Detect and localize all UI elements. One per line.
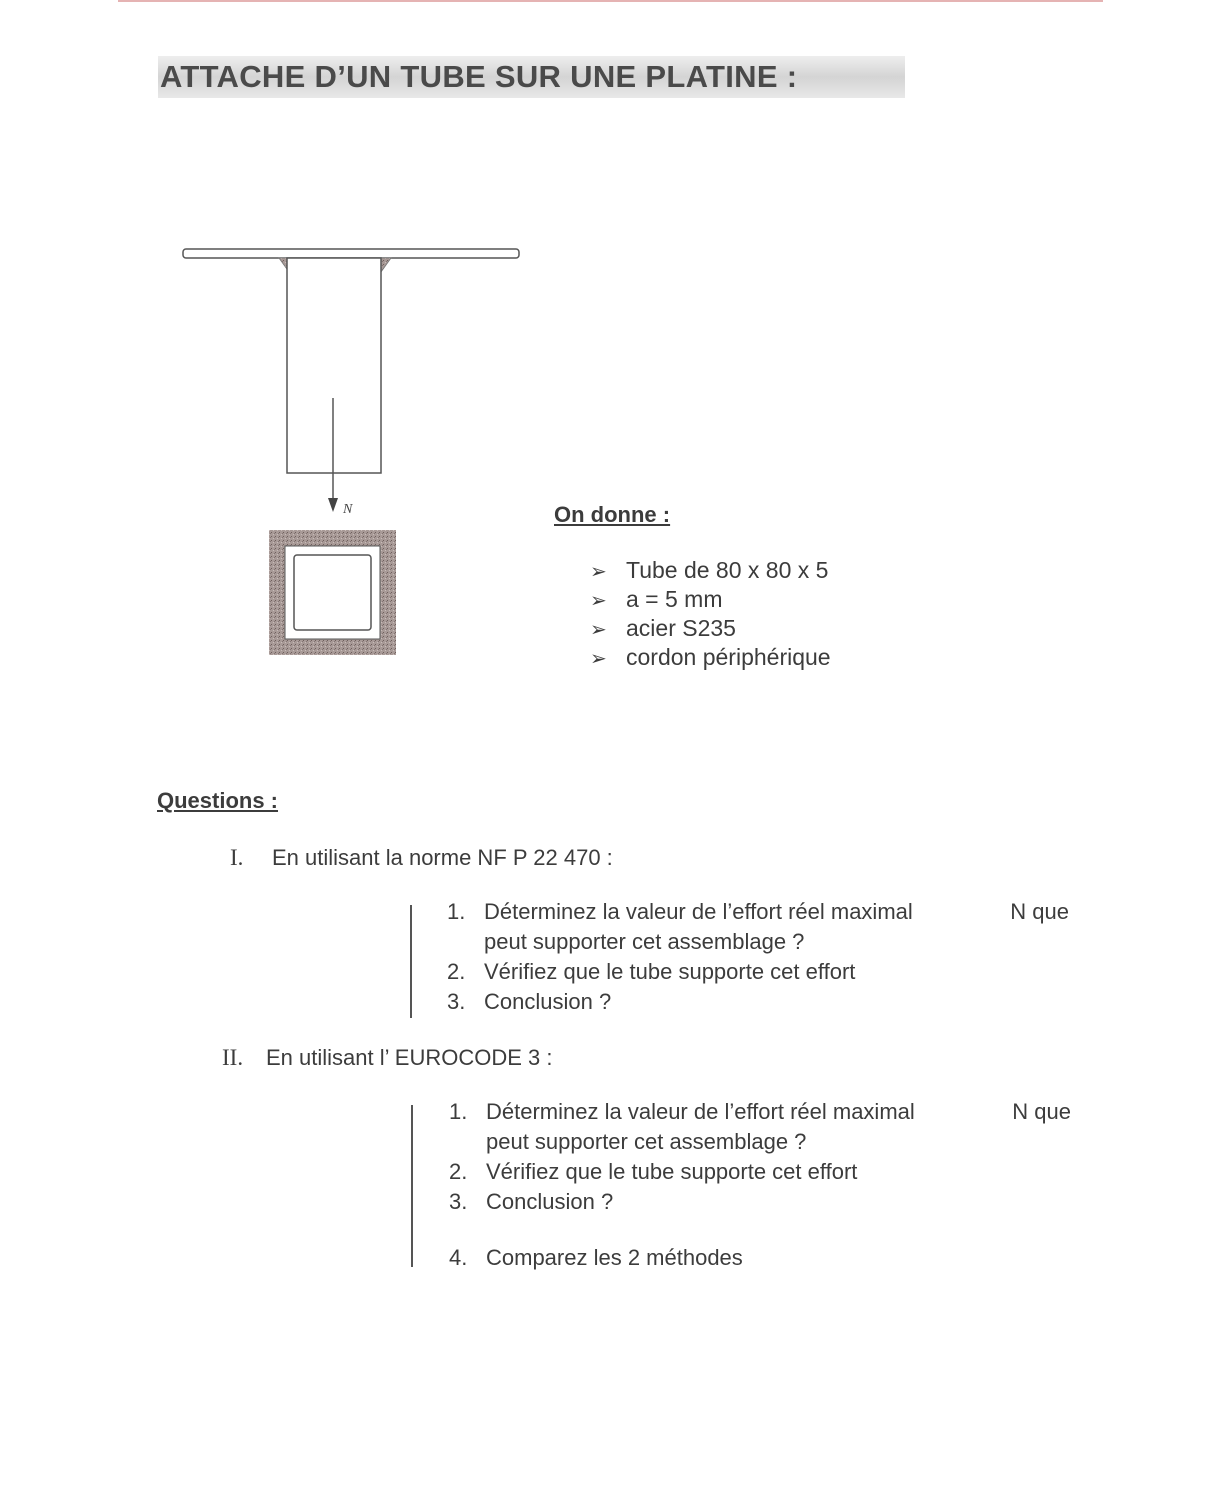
tube-elevation <box>287 258 381 473</box>
tube-plate-diagram <box>175 240 535 665</box>
force-label: N <box>343 502 353 517</box>
base-plate <box>183 249 519 258</box>
weld-right <box>381 258 391 272</box>
list-item: 3. Conclusion ? <box>447 989 612 1014</box>
list-item: 1. Déterminez la valeur de l’effort réel maximal N que peut supporter cet assemblage ? <box>447 899 1069 954</box>
arrow-bullet-icon: ➢ <box>590 561 607 583</box>
arrow-bullet-icon: ➢ <box>590 648 607 670</box>
list-item: ➢ cordon périphérique <box>590 643 831 672</box>
given-list <box>590 556 831 672</box>
arrow-bullet-icon: ➢ <box>590 619 607 641</box>
questions-heading: Questions : <box>157 788 279 813</box>
top-rule <box>118 0 1103 2</box>
list-item: 3. Conclusion ? <box>449 1189 614 1214</box>
bracket-bar <box>411 1105 413 1267</box>
section-label: En utilisant la norme NF P 22 470 : <box>272 845 613 870</box>
list-item: ➢ a = 5 mm <box>590 585 831 614</box>
list-item: 2. Vérifiez que le tube supporte cet effort <box>449 1159 858 1184</box>
section-tube-inner <box>294 555 371 630</box>
page-title: ATTACHE D’UN TUBE SUR UNE PLATINE : <box>158 56 905 98</box>
list-item: ➢ Tube de 80 x 80 x 5 <box>590 556 831 585</box>
section-label: En utilisant l’ EUROCODE 3 : <box>266 1045 553 1070</box>
section-numeral: I. <box>230 845 244 870</box>
force-arrow-head <box>328 498 338 512</box>
given-heading: On donne : <box>554 502 671 527</box>
list-item: 2. Vérifiez que le tube supporte cet effort <box>447 959 856 984</box>
bracket-bar <box>410 905 412 1018</box>
arrow-bullet-icon: ➢ <box>590 590 607 612</box>
question-list-eurocode <box>449 1097 1071 1273</box>
section-numeral: II. <box>222 1045 244 1070</box>
list-item: 1. Déterminez la valeur de l’effort réel maximal N que peut supporter cet assemblage ? <box>449 1099 1071 1154</box>
section-nfp <box>230 845 613 871</box>
list-item: ➢ acier S235 <box>590 614 831 643</box>
question-list-nfp <box>447 897 1069 1017</box>
section-eurocode <box>222 1045 553 1071</box>
list-item: 4. Comparez les 2 méthodes <box>449 1245 743 1270</box>
